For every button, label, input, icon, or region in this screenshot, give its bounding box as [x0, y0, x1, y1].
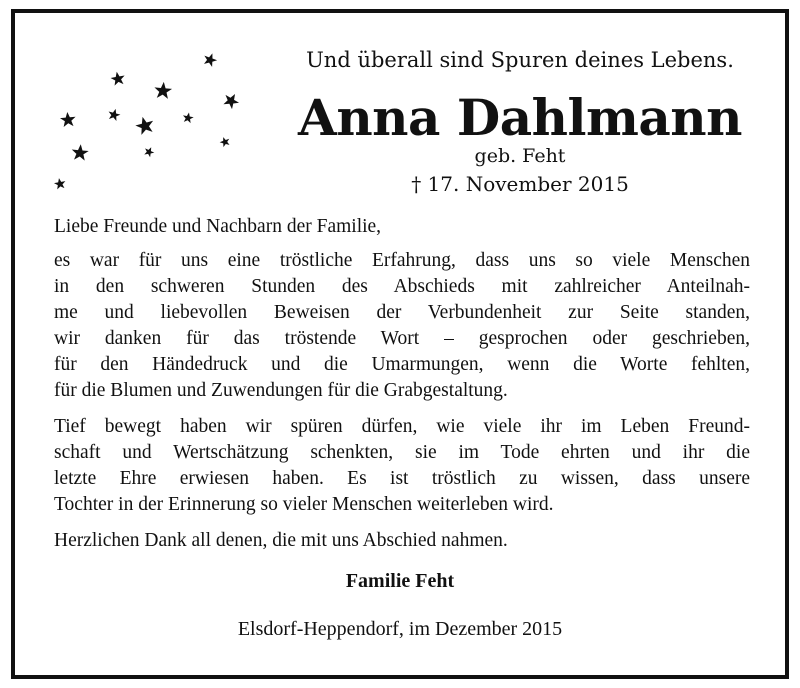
text-line: in den schweren Stunden des Abschieds mit zahlreicher Anteilnah- — [54, 276, 750, 297]
text-line: für den Händedruck und die Umarmungen, wenn die Worte fehlten, — [54, 354, 750, 375]
text-line: me und liebevollen Beweisen der Verbundenheit zur Seite standen, — [54, 302, 750, 323]
text-line: Tief bewegt haben wir spüren dürfen, wie viele ihr im Leben Freund- — [54, 416, 750, 437]
text-line: wir danken für das tröstende Wort – gesprochen oder geschrieben, — [54, 328, 750, 349]
closing-line: Herzlichen Dank all denen, die mit uns Abschied nahmen. — [54, 530, 508, 551]
paragraph-thanks — [54, 248, 750, 404]
paragraph-appreciation — [54, 414, 750, 518]
text-line: letzte Ehre erwiesen haben. Es ist tröstlich zu wissen, dass unsere — [54, 468, 750, 489]
birth-name: geb. Feht — [474, 145, 566, 167]
motto: Und überall sind Spuren deines Lebens. — [306, 48, 734, 72]
death-date: † 17. November 2015 — [411, 172, 629, 196]
salutation: Liebe Freunde und Nachbarn der Familie, — [54, 216, 382, 237]
message-body — [54, 214, 750, 564]
text-line: schaft und Wertschätzung schenkten, sie im Tode ehrten und ihr die — [54, 442, 750, 463]
signature: Familie Feht — [345, 570, 455, 592]
stars-icon — [48, 45, 258, 205]
place-date: Elsdorf-Heppendorf, im Dezember 2015 — [237, 618, 563, 640]
text-line: es war für uns eine tröstliche Erfahrung, dass uns so viele Menschen — [54, 250, 750, 271]
text-line: für die Blumen und Zuwendungen für die Grabgestaltung. — [54, 380, 508, 401]
deceased-name: Anna Dahlmann — [298, 88, 742, 147]
text-line: Tochter in der Erinnerung so vieler Menschen weiterleben wird. — [54, 494, 554, 515]
